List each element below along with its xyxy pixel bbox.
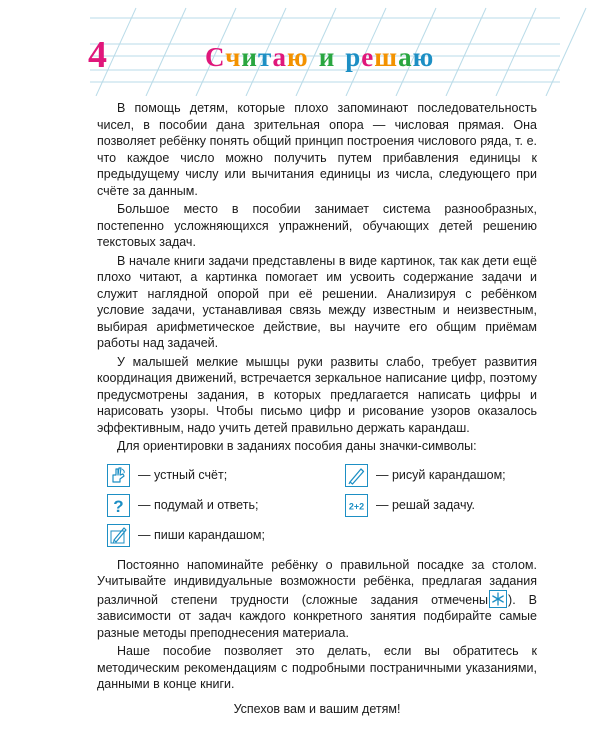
math-icon-text: 2+2 bbox=[348, 501, 365, 511]
math-2plus2-icon bbox=[345, 494, 368, 517]
paragraph: Наше пособие позволяет это делать, если вы обратитесь к методическим рекомендациям с подробными постраничными указаниями, данными в конце книги. bbox=[97, 644, 537, 691]
pencil-drawing-icon bbox=[345, 464, 368, 487]
legend-text: — подумай и ответь; bbox=[138, 497, 259, 512]
legend-item bbox=[345, 494, 475, 517]
legend-text: — пиши карандашом; bbox=[138, 527, 266, 542]
closing-line: Успехов вам и вашим детям! bbox=[233, 701, 401, 716]
title-word: Считаю bbox=[205, 42, 309, 72]
question-mark-text: ? bbox=[113, 496, 124, 516]
pencil-writing-icon bbox=[107, 524, 130, 547]
paragraph bbox=[97, 557, 537, 642]
legend-item bbox=[107, 464, 227, 487]
legend-text: — решай задачу. bbox=[376, 497, 475, 512]
paragraph: Для ориентировки в заданиях пособия даны значки-символы: bbox=[117, 439, 477, 453]
paragraph-text: ). В зависимости от задач каждого конкретного занятия подбирайте самые разные методы преподнесения материала. bbox=[97, 592, 537, 640]
paragraph: У малышей мелкие мышцы руки развиты слабо, требует развития координация движений, встречается зеркальное написание цифр, поэтому предусмотрены задания, в которых предлагается написать цифры и нарисовать узоры. Чтобы письмо цифр и рисование узоров оказалось эффективным, надо учить детей правильно держать карандаш. bbox=[97, 354, 537, 435]
page-header bbox=[0, 0, 600, 96]
title-word: решаю bbox=[345, 42, 435, 72]
snowflake-icon bbox=[489, 590, 507, 608]
paragraph: Большое место в пособии занимает система разнообразных, постепенно усложняющихся упражнений, обучающих детей решению текстовых задач. bbox=[97, 202, 537, 249]
legend-item bbox=[107, 494, 258, 517]
legend-text: — рисуй карандашом; bbox=[376, 467, 506, 482]
symbol-legend bbox=[97, 462, 537, 548]
legend-item bbox=[345, 464, 506, 487]
paragraph: В начале книги задачи представлены в виде картинок, так как дети ещё плохо читают, а картинка помогает им усвоить содержание задачи и служит наглядной опорой при её решении. Анализируя с ребёнком условие задачи, устанавливая связь между известным и неизвестным, выбирая арифметическое действие, вы научите его общим приёмам работы над задачей. bbox=[97, 253, 537, 350]
question-icon bbox=[107, 494, 130, 517]
page-number: 4 bbox=[88, 34, 107, 76]
title-word: и bbox=[318, 42, 336, 72]
page-title bbox=[205, 42, 434, 76]
main-text bbox=[97, 100, 537, 719]
legend-item bbox=[107, 524, 265, 547]
hand-counting-icon bbox=[107, 464, 130, 487]
paragraph: В помощь детям, которые плохо запоминают последовательность чисел, в пособии дана зрительная опора — числовая прямая. Она позволяет ребёнку понять общий принцип построения числового ряда, т. е. что каждое число можно получить путем прибавления единицы к предыдущему числу или вычитания единицы из числа, следующего при счёте за данным. bbox=[97, 101, 537, 198]
paragraph-text: Постоянно напоминайте ребёнку о правильной посадке за столом. Учитывайте индивидуальные возможности ребёнка, предлагая задания различной степени трудности (сложные задания отмечены bbox=[97, 557, 537, 607]
legend-text: — устный счёт; bbox=[138, 467, 228, 482]
